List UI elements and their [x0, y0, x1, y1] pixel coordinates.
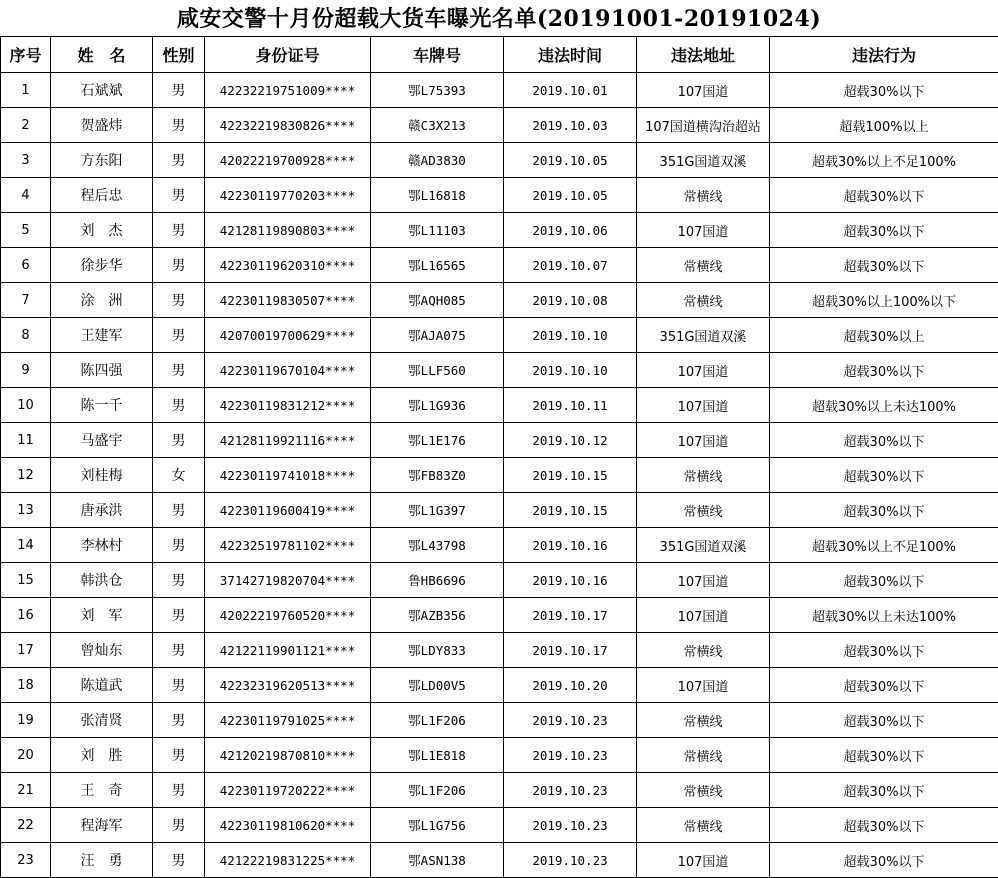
cell-gender: 男 — [153, 73, 205, 108]
cell-plate: 鲁HB6696 — [371, 563, 504, 598]
header-cell-location: 违法地址 — [637, 37, 770, 73]
cell-gender: 男 — [153, 528, 205, 563]
cell-plate: 鄂L1E818 — [371, 738, 504, 773]
cell-id: 42120219870810**** — [205, 738, 371, 773]
table-row — [1, 703, 998, 738]
cell-name: 陈一千 — [51, 388, 153, 423]
cell-id: 42230119791025**** — [205, 703, 371, 738]
cell-no: 14 — [1, 528, 51, 563]
cell-name: 刘 军 — [51, 598, 153, 633]
cell-gender: 男 — [153, 178, 205, 213]
cell-name: 石斌斌 — [51, 73, 153, 108]
cell-plate: 鄂L1F206 — [371, 773, 504, 808]
cell-id: 42230119600419**** — [205, 493, 371, 528]
cell-time: 2019.10.16 — [504, 563, 637, 598]
cell-id: 42230119670104**** — [205, 353, 371, 388]
cell-plate: 鄂AQH085 — [371, 283, 504, 318]
cell-plate: 赣C3X213 — [371, 108, 504, 143]
cell-no: 3 — [1, 143, 51, 178]
cell-name: 唐承洪 — [51, 493, 153, 528]
cell-id: 42230119810620**** — [205, 808, 371, 843]
cell-time: 2019.10.17 — [504, 598, 637, 633]
cell-id: 42230119830507**** — [205, 283, 371, 318]
cell-violation: 超载30%以下 — [770, 213, 998, 248]
cell-time: 2019.10.03 — [504, 108, 637, 143]
cell-plate: 赣AD3830 — [371, 143, 504, 178]
cell-no: 15 — [1, 563, 51, 598]
cell-gender: 男 — [153, 423, 205, 458]
cell-gender: 男 — [153, 738, 205, 773]
cell-time: 2019.10.10 — [504, 318, 637, 353]
cell-name: 王 奇 — [51, 773, 153, 808]
cell-gender: 男 — [153, 773, 205, 808]
cell-plate: 鄂L1E176 — [371, 423, 504, 458]
cell-gender: 男 — [153, 388, 205, 423]
cell-no: 11 — [1, 423, 51, 458]
cell-location: 107国道 — [637, 598, 770, 633]
cell-gender: 男 — [153, 213, 205, 248]
header-cell-no: 序号 — [1, 37, 51, 73]
cell-violation: 超载30%以下 — [770, 493, 998, 528]
cell-name: 陈道武 — [51, 668, 153, 703]
cell-location: 351G国道双溪 — [637, 528, 770, 563]
cell-gender: 男 — [153, 598, 205, 633]
cell-name: 曾灿东 — [51, 633, 153, 668]
cell-gender: 男 — [153, 808, 205, 843]
cell-violation: 超载30%以下 — [770, 353, 998, 388]
cell-no: 12 — [1, 458, 51, 493]
cell-id: 42230119831212**** — [205, 388, 371, 423]
cell-name: 韩洪仓 — [51, 563, 153, 598]
cell-time: 2019.10.08 — [504, 283, 637, 318]
cell-name: 陈四强 — [51, 353, 153, 388]
table-row — [1, 493, 998, 528]
table-row — [1, 738, 998, 773]
cell-no: 10 — [1, 388, 51, 423]
cell-violation: 超载30%以下 — [770, 843, 998, 878]
cell-name: 贺盛炜 — [51, 108, 153, 143]
cell-name: 刘 杰 — [51, 213, 153, 248]
table-row — [1, 843, 998, 878]
table-row — [1, 318, 998, 353]
cell-no: 21 — [1, 773, 51, 808]
cell-plate: 鄂L16818 — [371, 178, 504, 213]
cell-time: 2019.10.20 — [504, 668, 637, 703]
table-row — [1, 248, 998, 283]
cell-gender: 男 — [153, 108, 205, 143]
cell-violation: 超载30%以上100%以下 — [770, 283, 998, 318]
cell-location: 107国道 — [637, 843, 770, 878]
cell-name: 刘桂梅 — [51, 458, 153, 493]
cell-no: 2 — [1, 108, 51, 143]
cell-violation: 超载30%以下 — [770, 563, 998, 598]
cell-violation: 超载100%以上 — [770, 108, 998, 143]
cell-location: 107国道 — [637, 213, 770, 248]
cell-plate: 鄂L1F206 — [371, 703, 504, 738]
cell-id: 37142719820704**** — [205, 563, 371, 598]
cell-id: 42230119770203**** — [205, 178, 371, 213]
cell-no: 8 — [1, 318, 51, 353]
cell-time: 2019.10.23 — [504, 808, 637, 843]
cell-violation: 超载30%以下 — [770, 73, 998, 108]
cell-time: 2019.10.05 — [504, 178, 637, 213]
cell-location: 常横线 — [637, 283, 770, 318]
cell-gender: 女 — [153, 458, 205, 493]
cell-location: 107国道 — [637, 73, 770, 108]
cell-gender: 男 — [153, 353, 205, 388]
cell-gender: 男 — [153, 493, 205, 528]
table-header — [1, 37, 998, 73]
cell-name: 涂 洲 — [51, 283, 153, 318]
cell-violation: 超载30%以下 — [770, 458, 998, 493]
table-row — [1, 563, 998, 598]
cell-time: 2019.10.17 — [504, 633, 637, 668]
cell-name: 徐步华 — [51, 248, 153, 283]
table-row — [1, 388, 998, 423]
cell-no: 22 — [1, 808, 51, 843]
cell-gender: 男 — [153, 843, 205, 878]
cell-name: 马盛宇 — [51, 423, 153, 458]
cell-plate: 鄂LDY833 — [371, 633, 504, 668]
cell-plate: 鄂L75393 — [371, 73, 504, 108]
cell-location: 常横线 — [637, 703, 770, 738]
table-row — [1, 598, 998, 633]
cell-violation: 超载30%以下 — [770, 808, 998, 843]
cell-gender: 男 — [153, 563, 205, 598]
cell-location: 常横线 — [637, 458, 770, 493]
table-row — [1, 213, 998, 248]
cell-id: 42070019700629**** — [205, 318, 371, 353]
cell-plate: 鄂AJA075 — [371, 318, 504, 353]
header-cell-time: 违法时间 — [504, 37, 637, 73]
table-row — [1, 773, 998, 808]
cell-time: 2019.10.15 — [504, 493, 637, 528]
cell-no: 5 — [1, 213, 51, 248]
cell-time: 2019.10.05 — [504, 143, 637, 178]
cell-location: 107国道 — [637, 353, 770, 388]
cell-time: 2019.10.07 — [504, 248, 637, 283]
cell-plate: 鄂AZB356 — [371, 598, 504, 633]
table-row — [1, 633, 998, 668]
cell-plate: 鄂L1G397 — [371, 493, 504, 528]
cell-no: 19 — [1, 703, 51, 738]
cell-location: 常横线 — [637, 248, 770, 283]
table-row — [1, 108, 998, 143]
header-cell-id: 身份证号 — [205, 37, 371, 73]
table-row — [1, 283, 998, 318]
cell-plate: 鄂L43798 — [371, 528, 504, 563]
cell-location: 351G国道双溪 — [637, 318, 770, 353]
violation-table — [0, 36, 998, 878]
cell-time: 2019.10.23 — [504, 738, 637, 773]
cell-gender: 男 — [153, 318, 205, 353]
cell-gender: 男 — [153, 283, 205, 318]
cell-time: 2019.10.23 — [504, 843, 637, 878]
cell-id: 42232219751009**** — [205, 73, 371, 108]
cell-name: 程海军 — [51, 808, 153, 843]
cell-id: 42128119921116**** — [205, 423, 371, 458]
cell-time: 2019.10.23 — [504, 703, 637, 738]
cell-violation: 超载30%以下 — [770, 773, 998, 808]
cell-time: 2019.10.12 — [504, 423, 637, 458]
header-row — [1, 37, 998, 73]
cell-violation: 超载30%以上不足100% — [770, 143, 998, 178]
header-cell-plate: 车牌号 — [371, 37, 504, 73]
cell-gender: 男 — [153, 633, 205, 668]
header-cell-violation: 违法行为 — [770, 37, 998, 73]
cell-time: 2019.10.15 — [504, 458, 637, 493]
cell-violation: 超载30%以下 — [770, 248, 998, 283]
cell-violation: 超载30%以上未达100% — [770, 598, 998, 633]
cell-name: 刘 胜 — [51, 738, 153, 773]
cell-violation: 超载30%以上 — [770, 318, 998, 353]
cell-id: 42230119720222**** — [205, 773, 371, 808]
table-body — [1, 73, 998, 878]
cell-violation: 超载30%以下 — [770, 703, 998, 738]
cell-id: 42232319620513**** — [205, 668, 371, 703]
cell-violation: 超载30%以下 — [770, 668, 998, 703]
cell-name: 方东阳 — [51, 143, 153, 178]
cell-no: 13 — [1, 493, 51, 528]
cell-time: 2019.10.10 — [504, 353, 637, 388]
header-cell-name: 姓 名 — [51, 37, 153, 73]
cell-plate: 鄂FB83Z0 — [371, 458, 504, 493]
cell-time: 2019.10.06 — [504, 213, 637, 248]
cell-location: 107国道 — [637, 668, 770, 703]
cell-name: 汪 勇 — [51, 843, 153, 878]
cell-location: 常横线 — [637, 633, 770, 668]
cell-id: 42230119741018**** — [205, 458, 371, 493]
cell-id: 42022219700928**** — [205, 143, 371, 178]
cell-violation: 超载30%以下 — [770, 633, 998, 668]
cell-name: 王建军 — [51, 318, 153, 353]
cell-plate: 鄂L1G756 — [371, 808, 504, 843]
cell-time: 2019.10.01 — [504, 73, 637, 108]
table-row — [1, 668, 998, 703]
table-row — [1, 353, 998, 388]
cell-plate: 鄂L16565 — [371, 248, 504, 283]
table-row — [1, 528, 998, 563]
table-row — [1, 808, 998, 843]
cell-location: 107国道 — [637, 563, 770, 598]
cell-location: 107国道 — [637, 388, 770, 423]
cell-gender: 男 — [153, 248, 205, 283]
cell-plate: 鄂LLF560 — [371, 353, 504, 388]
cell-id: 42232519781102**** — [205, 528, 371, 563]
document-title: 咸安交警十月份超载大货车曝光名单(20191001-20191024) — [0, 0, 998, 36]
cell-plate: 鄂ASN138 — [371, 843, 504, 878]
cell-no: 6 — [1, 248, 51, 283]
cell-no: 4 — [1, 178, 51, 213]
cell-location: 常横线 — [637, 738, 770, 773]
cell-location: 常横线 — [637, 773, 770, 808]
cell-name: 程后忠 — [51, 178, 153, 213]
cell-location: 常横线 — [637, 493, 770, 528]
cell-id: 42232219830826**** — [205, 108, 371, 143]
table-row — [1, 458, 998, 493]
cell-id: 42122119901121**** — [205, 633, 371, 668]
cell-id: 42122219831225**** — [205, 843, 371, 878]
cell-violation: 超载30%以下 — [770, 738, 998, 773]
cell-no: 18 — [1, 668, 51, 703]
cell-no: 9 — [1, 353, 51, 388]
cell-gender: 男 — [153, 703, 205, 738]
cell-location: 常横线 — [637, 178, 770, 213]
cell-plate: 鄂L1G936 — [371, 388, 504, 423]
cell-no: 7 — [1, 283, 51, 318]
cell-id: 42230119620310**** — [205, 248, 371, 283]
cell-violation: 超载30%以下 — [770, 423, 998, 458]
cell-no: 17 — [1, 633, 51, 668]
cell-id: 42128119890803**** — [205, 213, 371, 248]
cell-plate: 鄂L11103 — [371, 213, 504, 248]
cell-violation: 超载30%以下 — [770, 178, 998, 213]
header-cell-gender: 性别 — [153, 37, 205, 73]
cell-no: 23 — [1, 843, 51, 878]
cell-time: 2019.10.16 — [504, 528, 637, 563]
cell-time: 2019.10.11 — [504, 388, 637, 423]
cell-no: 20 — [1, 738, 51, 773]
cell-time: 2019.10.23 — [504, 773, 637, 808]
cell-plate: 鄂LD00V5 — [371, 668, 504, 703]
cell-id: 42022219760520**** — [205, 598, 371, 633]
cell-gender: 男 — [153, 668, 205, 703]
cell-location: 351G国道双溪 — [637, 143, 770, 178]
cell-name: 李林村 — [51, 528, 153, 563]
cell-location: 107国道 — [637, 423, 770, 458]
cell-violation: 超载30%以上不足100% — [770, 528, 998, 563]
cell-location: 107国道横沟治超站 — [637, 108, 770, 143]
table-row — [1, 143, 998, 178]
table-row — [1, 73, 998, 108]
table-row — [1, 423, 998, 458]
table-row — [1, 178, 998, 213]
cell-name: 张清贤 — [51, 703, 153, 738]
cell-no: 16 — [1, 598, 51, 633]
cell-gender: 男 — [153, 143, 205, 178]
cell-no: 1 — [1, 73, 51, 108]
cell-violation: 超载30%以上未达100% — [770, 388, 998, 423]
cell-location: 常横线 — [637, 808, 770, 843]
